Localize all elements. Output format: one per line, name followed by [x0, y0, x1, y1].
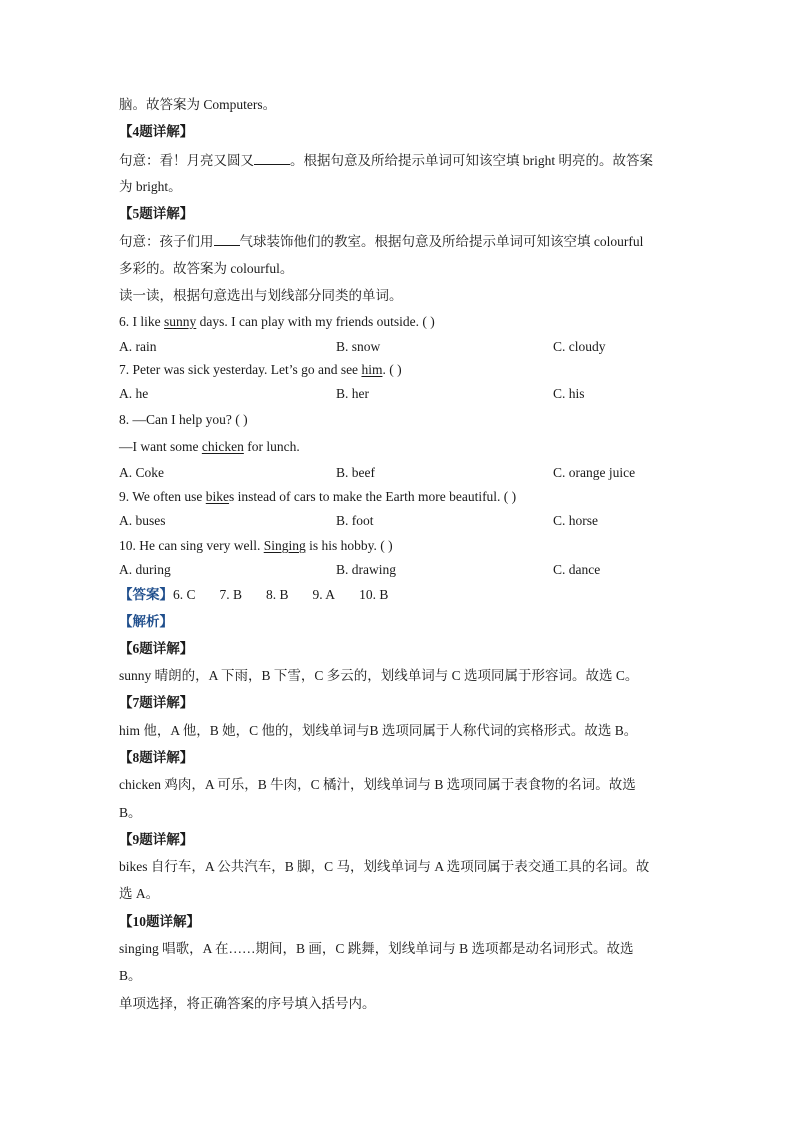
section-heading-10: 【10题详解】: [119, 914, 200, 929]
text-segment: 气球装饰他们的教室。根据句意及所给提示单词可知该空填 colourful: [239, 234, 644, 249]
question-text: days. I can play with my friends outside. ( ): [196, 314, 435, 329]
question-text: 10. He can sing very well.: [119, 538, 264, 553]
section-heading-9: 【9题详解】: [119, 832, 194, 847]
instruction-line: 读一读，根据句意选出与划线部分同类的单词。: [119, 288, 403, 303]
text-segment: 句意：孩子们用: [119, 234, 214, 249]
option-c: C. horse: [553, 513, 598, 528]
section-heading-5: 【5题详解】: [119, 206, 194, 221]
text-line: chicken 鸡肉，A 可乐，B 牛肉，C 橘汁，划线单词与 B 选项同属于表食物的名词。故选: [119, 777, 636, 792]
text-segment: 。根据句意及所给提示单词可知该空填 bright 明亮的。故答案: [290, 153, 653, 168]
answer-item: 7. B: [219, 587, 243, 602]
text-line: [119, 232, 643, 251]
text-line: 脑。故答案为 Computers。: [119, 97, 277, 112]
question-text: s instead of cars to make the Earth more beautiful. ( ): [229, 489, 517, 504]
question-text: 6. I like: [119, 314, 164, 329]
answer-blank: [254, 151, 290, 165]
text-line: B。: [119, 805, 142, 820]
answer-blank: [214, 232, 240, 246]
option-a: A. rain: [119, 339, 157, 354]
underlined-word: Singing: [263, 538, 306, 553]
question-8-line-2: [119, 438, 300, 456]
option-b: B. foot: [336, 513, 374, 528]
option-b: B. snow: [336, 339, 381, 354]
option-b: B. drawing: [336, 562, 396, 577]
analysis-label: 【解析】: [119, 614, 173, 629]
question-10: [119, 537, 393, 555]
instruction-line: 单项选择，将正确答案的序号填入括号内。: [119, 996, 376, 1011]
text-segment: 句意：看！月亮又圆又: [119, 153, 254, 168]
underlined-word: him: [361, 362, 383, 377]
question-text: 9. We often use: [119, 489, 206, 504]
text-line: him 他，A 他，B 她，C 他的，划线单词与B 选项同属于人称代词的宾格形式。故选 B。: [119, 723, 638, 738]
question-7: [119, 361, 402, 379]
answer-item: 6. C: [173, 587, 196, 602]
underlined-word: bike: [205, 489, 230, 504]
section-heading-8: 【8题详解】: [119, 750, 194, 765]
section-heading-7: 【7题详解】: [119, 695, 194, 710]
text-line: singing 唱歌，A 在……期间，B 画，C 跳舞，划线单词与 B 选项都是动名词形式。故选: [119, 941, 634, 956]
question-8: 8. —Can I help you? ( ): [119, 412, 248, 427]
question-text: for lunch.: [243, 439, 300, 454]
option-c: C. dance: [553, 562, 601, 577]
answer-item: 8. B: [266, 587, 289, 602]
question-text: —I want some: [119, 439, 202, 454]
option-c: C. his: [553, 386, 585, 401]
text-line: B。: [119, 968, 142, 983]
option-a: A. buses: [119, 513, 166, 528]
section-heading-6: 【6题详解】: [119, 641, 194, 656]
option-c: C. orange juice: [553, 465, 636, 480]
question-text: is his hobby. ( ): [305, 538, 393, 553]
underlined-word: chicken: [201, 439, 244, 454]
option-b: B. her: [336, 386, 369, 401]
option-a: A. during: [119, 562, 171, 577]
question-6: [119, 313, 435, 331]
answer-item: 9. A: [312, 587, 336, 602]
option-a: A. Coke: [119, 465, 164, 480]
text-line: 选 A。: [119, 886, 160, 901]
question-9: [119, 488, 516, 506]
section-heading-4: 【4题详解】: [119, 124, 194, 139]
underlined-word: sunny: [164, 314, 197, 329]
text-line: sunny 晴朗的，A 下雨，B 下雪，C 多云的，划线单词与 C 选项同属于形容词。故选 C。: [119, 668, 639, 683]
answer-item: 10. B: [359, 587, 389, 602]
answer-line: [119, 586, 412, 604]
text-line: 多彩的。故答案为 colourful。: [119, 261, 294, 276]
text-line: bikes 自行车，A 公共汽车，B 脚，C 马，划线单词与 A 选项同属于表交通工具的名词。故: [119, 859, 650, 874]
answer-label: 【答案】: [119, 587, 173, 602]
option-b: B. beef: [336, 465, 375, 480]
option-c: C. cloudy: [553, 339, 606, 354]
text-line: [119, 151, 653, 170]
option-a: A. he: [119, 386, 149, 401]
text-line: 为 bright。: [119, 179, 182, 194]
question-text: . ( ): [382, 362, 402, 377]
question-text: 7. Peter was sick yesterday. Let’s go and see: [119, 362, 362, 377]
